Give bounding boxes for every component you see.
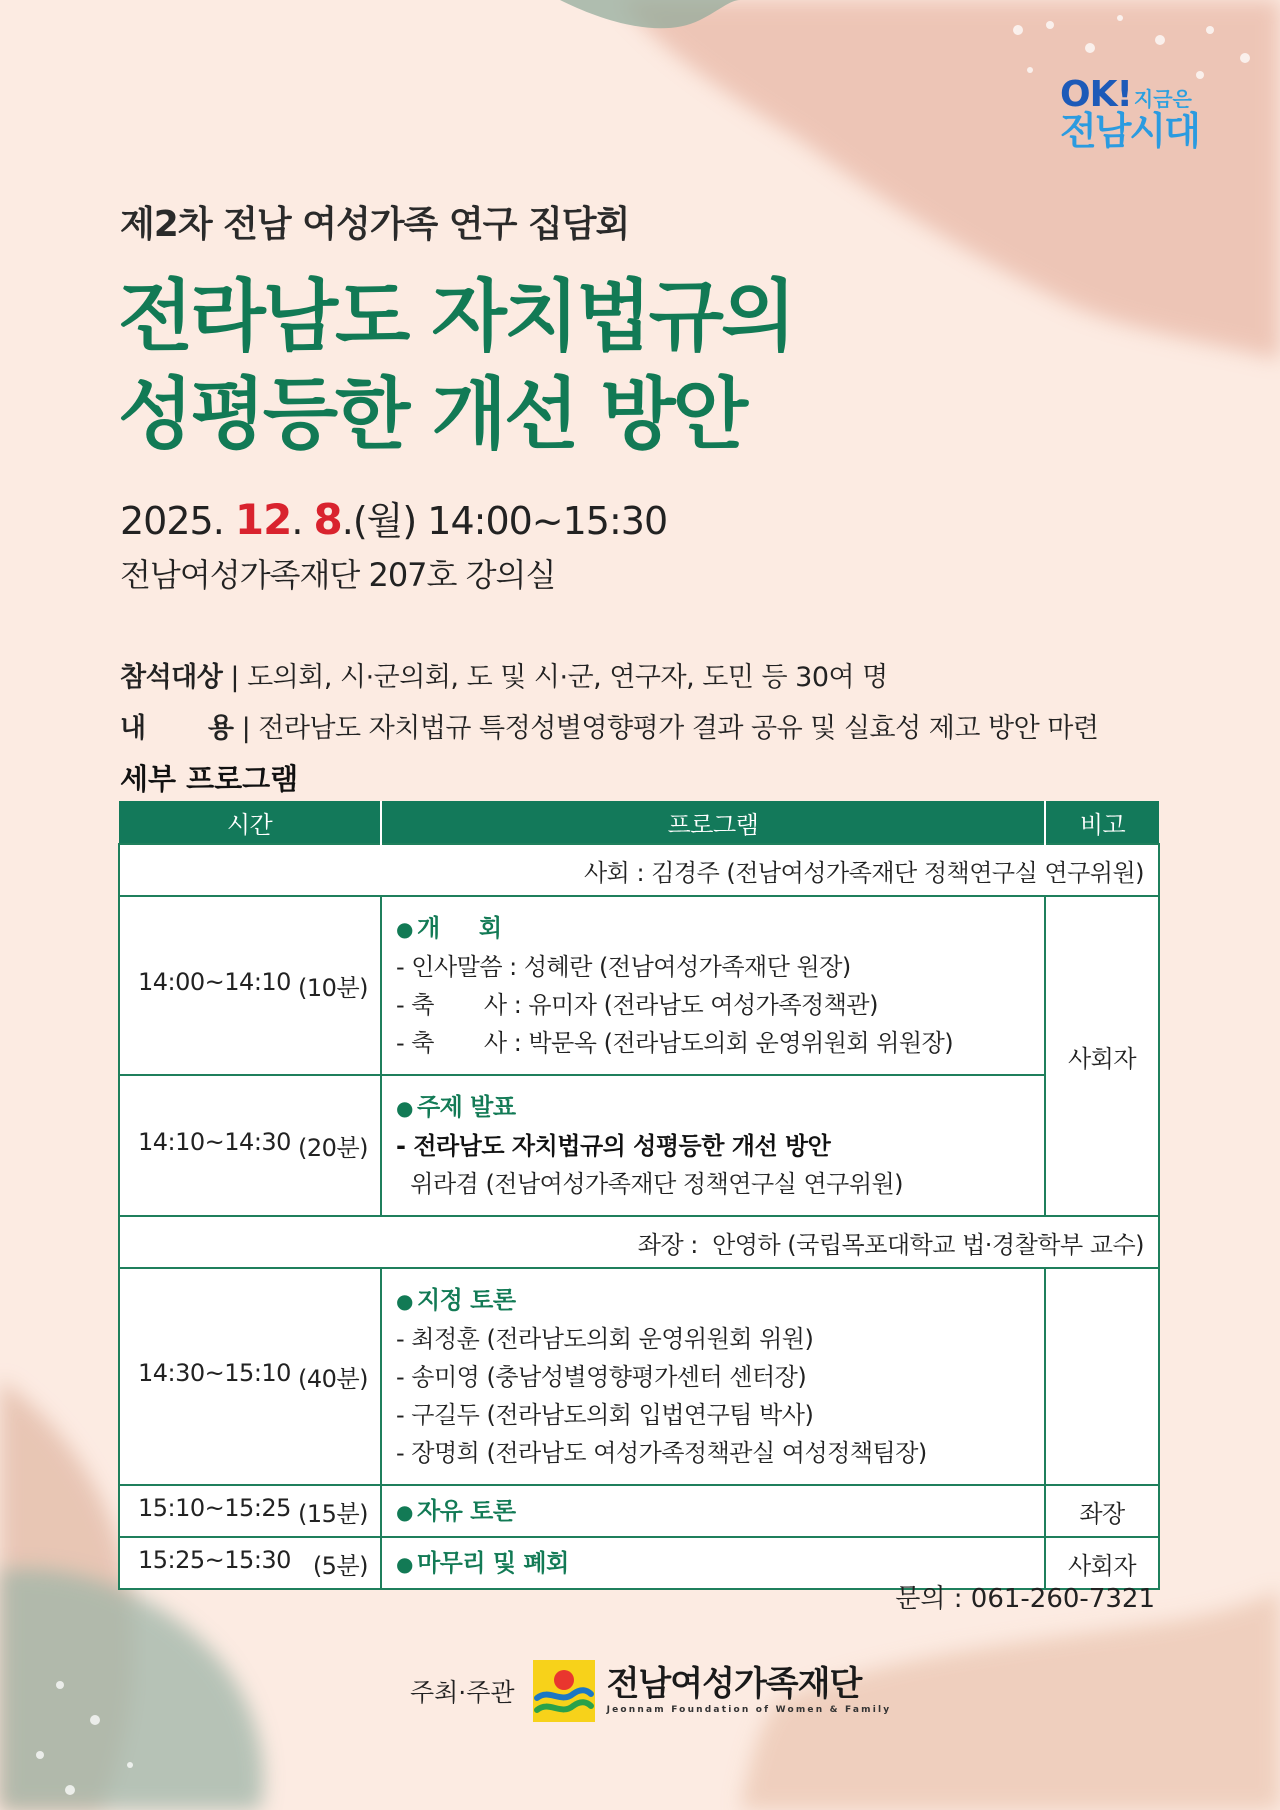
table-row [119,1268,1159,1485]
row-note-merged: 사회자 [1045,896,1159,1216]
bullet-icon: ● [396,1551,413,1576]
row-note: 사회자 [1045,1537,1159,1589]
date-rest: .(월) 14:00~15:30 [341,499,668,543]
row-title [396,1281,1032,1320]
row-line: - 최정훈 (전라남도의회 운영위원회 위원) [396,1325,814,1353]
row-time: 14:00~14:10 [138,968,291,996]
foundation-logo-icon [533,1660,595,1722]
row-title-text: 자유 토론 [416,1496,516,1525]
row-title [396,1492,1032,1531]
event-title [118,268,793,464]
date-year: 2025. [120,499,224,543]
row-strong-line: - 전라남도 자치법규의 성평등한 개선 방안 [396,1132,831,1160]
footer-host [410,1660,891,1722]
row-title-text: 주제 발표 [416,1093,516,1121]
row-note [1045,1268,1159,1485]
moderator-line: 좌장 : 안영하 (국립목포대학교 법·경찰학부 교수) [119,1216,1159,1268]
header-time: 시간 [119,801,381,844]
bullet-icon: ● [396,1499,413,1524]
attendees-value: | 도의회, 시·군의회, 도 및 시·군, 연구자, 도민 등 30여 명 [230,662,888,693]
content-label: 내 용 [120,713,234,744]
host-row [119,844,1159,896]
event-venue: 전남여성가족재단 207호 강의실 [120,556,556,594]
row-duration: (10분) [298,974,368,1002]
date-sep: . [291,499,303,543]
row-time: 14:10~14:30 [138,1128,291,1156]
logo-ok-sub: 지금은 [1133,87,1192,111]
row-title [396,1088,1032,1127]
row-note: 좌장 [1045,1485,1159,1537]
host-line: 사회 : 김경주 (전남여성가족재단 정책연구실 연구위원) [119,844,1159,896]
foundation-name: 전남여성가족재단 [606,1664,862,1704]
table-row [119,896,1159,1075]
header-note: 비고 [1045,801,1159,844]
foundation-wordmark [606,1664,892,1715]
row-title-text: 지정 토론 [416,1286,516,1314]
row-line: 위라겸 (전남여성가족재단 정책연구실 연구위원) [396,1170,904,1198]
row-title-text: 마무리 및 폐회 [416,1548,569,1577]
date-month: 12 [234,495,292,544]
contact-info: 문의 : 061-260-7321 [895,1584,1155,1614]
row-line: - 인사말씀 : 성혜란 (전남여성가족재단 원장) [396,953,851,981]
foundation-en: Jeonnam Foundation of Women & Family [606,1705,892,1715]
event-subtitle: 제2차 전남 여성가족 연구 집담회 [120,204,630,245]
row-line: - 축 사 : 유미자 (전라남도 여성가족정책관) [396,991,878,1019]
bullet-icon: ● [396,917,413,941]
ok-jeonnam-logo [1060,74,1220,151]
row-line: - 송미영 (충남성별영향평가센터 센터장) [396,1363,807,1391]
attendees-line [120,655,888,694]
attendees-label: 참석대상 [120,662,223,693]
header-program: 프로그램 [381,801,1045,844]
event-date [120,490,667,545]
row-title [396,1544,1032,1583]
host-label: 주최·주관 [410,1678,515,1707]
date-day: 8 [313,495,342,544]
title-line-2: 성평등한 개선 방안 [118,370,746,460]
title-line-1: 전라남도 자치법규의 [118,272,794,362]
content-line [120,706,1098,745]
bullet-icon: ● [396,1289,413,1313]
row-line: - 축 사 : 박문옥 (전라남도의회 운영위원회 위원장) [396,1029,954,1057]
logo-ok-text: OK! [1060,74,1132,115]
row-line: - 구길두 (전라남도의회 입법연구팀 박사) [396,1401,814,1429]
row-title [396,909,1032,948]
logo-main-text: 전남시대 [1060,109,1199,153]
table-row [119,1075,1159,1216]
row-duration: (20분) [298,1134,368,1162]
moderator-row [119,1216,1159,1268]
bullet-icon: ● [396,1096,413,1120]
row-duration: (15분) [298,1499,368,1528]
table-row [119,1485,1159,1537]
row-duration: (40분) [298,1365,368,1393]
row-line: - 장명희 (전라남도 여성가족정책관실 여성정책팀장) [396,1439,927,1467]
program-table [118,801,1160,1590]
row-time: 15:10~15:25 [138,1493,291,1522]
row-time: 14:30~15:10 [138,1359,291,1387]
row-title-text: 개 회 [416,914,502,942]
row-time: 15:25~15:30 [138,1545,291,1574]
row-duration: (5분) [312,1551,368,1580]
program-label: 세부 프로그램 [120,762,299,796]
content-value: | 전라남도 자치법규 특정성별영향평가 결과 공유 및 실효성 제고 방안 마련 [241,713,1099,744]
